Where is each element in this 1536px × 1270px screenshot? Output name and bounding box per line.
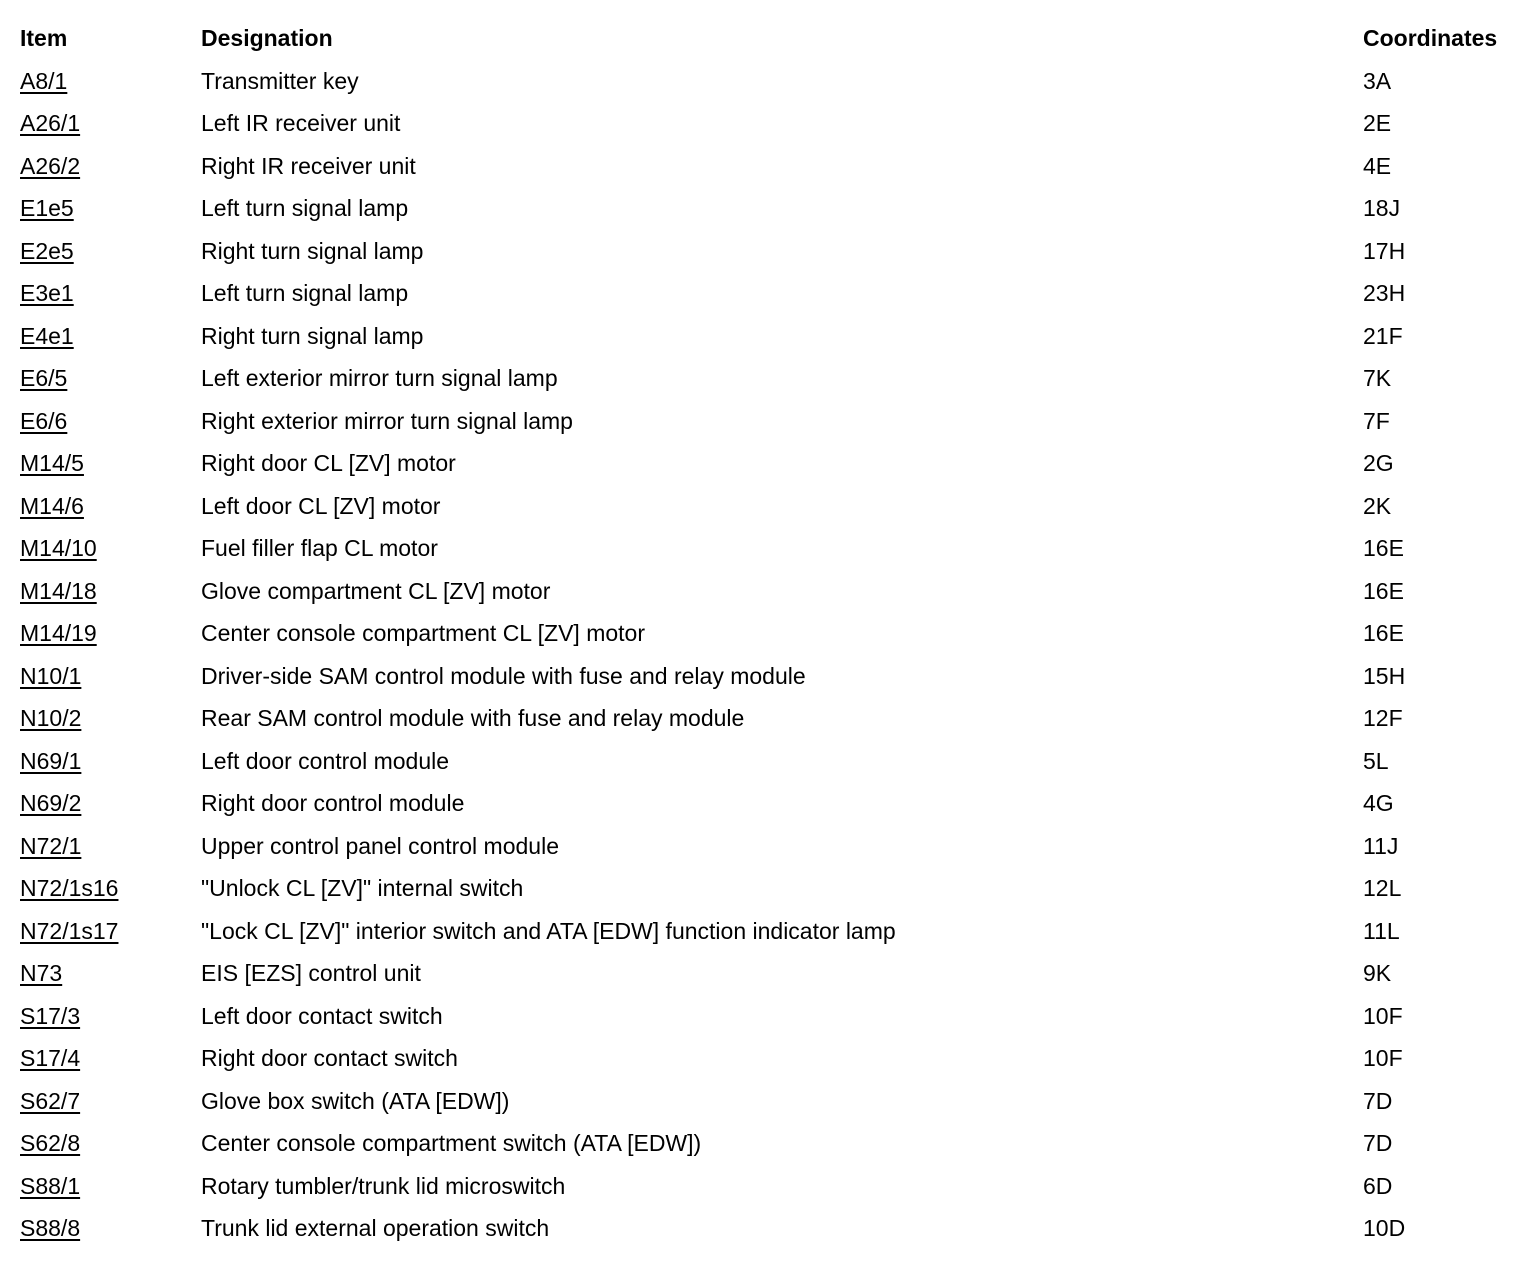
- item-link[interactable]: M14/18: [20, 577, 97, 604]
- coordinates-text: 2G: [1363, 450, 1394, 476]
- item-link[interactable]: N69/2: [20, 790, 82, 816]
- designation-text: Glove box switch (ATA [EDW]): [201, 1087, 510, 1114]
- item-link[interactable]: S88/8: [20, 1215, 81, 1241]
- item-link[interactable]: E6/6: [20, 407, 68, 434]
- column-header-coordinates: Coordinates: [1363, 25, 1498, 51]
- item-link[interactable]: E6/5: [20, 365, 68, 391]
- item-link[interactable]: S62/8: [20, 1130, 81, 1156]
- designation-text: "Lock CL [ZV]" interior switch and ATA [EDW] function indicator lamp: [201, 917, 896, 944]
- table-row: [0, 400, 1536, 443]
- item-link[interactable]: N73: [20, 960, 63, 986]
- designation-text: Left exterior mirror turn signal lamp: [201, 365, 558, 391]
- coordinates-text: 7F: [1363, 407, 1390, 434]
- item-link[interactable]: M14/6: [20, 492, 84, 519]
- designation-text: Fuel filler flap CL motor: [201, 535, 438, 561]
- item-link[interactable]: N10/2: [20, 705, 82, 731]
- designation-text: Right exterior mirror turn signal lamp: [201, 407, 573, 434]
- coordinates-text: 7D: [1363, 1130, 1393, 1156]
- coordinates-text: 12F: [1363, 705, 1403, 731]
- table-row: [0, 1207, 1536, 1250]
- designation-text: Glove compartment CL [ZV] motor: [201, 577, 551, 604]
- designation-text: Left turn signal lamp: [201, 280, 409, 306]
- item-link[interactable]: N72/1: [20, 832, 82, 859]
- item-link[interactable]: E4e1: [20, 322, 74, 349]
- item-link[interactable]: S17/4: [20, 1045, 81, 1071]
- coordinates-text: 3A: [1363, 67, 1392, 94]
- table-row: [0, 442, 1536, 485]
- table-row: [0, 782, 1536, 825]
- designation-text: Upper control panel control module: [201, 832, 559, 859]
- designation-text: Right door control module: [201, 790, 465, 816]
- item-link[interactable]: A26/2: [20, 152, 81, 179]
- table-row: [0, 825, 1536, 868]
- table-row: [0, 910, 1536, 953]
- designation-text: Rear SAM control module with fuse and relay module: [201, 705, 745, 731]
- item-link[interactable]: A26/1: [20, 110, 81, 136]
- coordinates-text: 23H: [1363, 280, 1406, 306]
- table-row: [0, 1122, 1536, 1165]
- designation-text: Left turn signal lamp: [201, 195, 409, 221]
- table-row: [0, 230, 1536, 273]
- table-row: [0, 655, 1536, 698]
- coordinates-text: 9K: [1363, 960, 1392, 986]
- item-link[interactable]: N72/1s16: [20, 875, 119, 901]
- coordinates-text: 18J: [1363, 195, 1401, 221]
- designation-text: Trunk lid external operation switch: [201, 1215, 550, 1241]
- table-row: [0, 187, 1536, 230]
- coordinates-text: 16E: [1363, 535, 1404, 561]
- table-row: [0, 612, 1536, 655]
- coordinates-text: 7K: [1363, 365, 1392, 391]
- designation-text: Right turn signal lamp: [201, 322, 424, 349]
- designation-text: Center console compartment switch (ATA [EDW]): [201, 1130, 702, 1156]
- table-row: [0, 740, 1536, 783]
- table-row: [0, 697, 1536, 740]
- coordinates-text: 21F: [1363, 322, 1403, 349]
- item-link[interactable]: M14/5: [20, 450, 84, 476]
- coordinates-text: 6D: [1363, 1172, 1393, 1199]
- coordinates-text: 2K: [1363, 492, 1392, 519]
- designation-text: Left door CL [ZV] motor: [201, 492, 441, 519]
- table-row: [0, 867, 1536, 910]
- table-row: [0, 485, 1536, 528]
- coordinates-text: 10F: [1363, 1002, 1403, 1029]
- table-row: [0, 315, 1536, 358]
- column-header-item: Item: [20, 25, 68, 51]
- item-link[interactable]: N10/1: [20, 662, 82, 689]
- table-row: [0, 570, 1536, 613]
- table-row: [0, 272, 1536, 315]
- designation-text: Rotary tumbler/trunk lid microswitch: [201, 1172, 566, 1199]
- coordinates-text: 4E: [1363, 152, 1392, 179]
- designation-text: "Unlock CL [ZV]" internal switch: [201, 875, 524, 901]
- item-link[interactable]: E3e1: [20, 280, 74, 306]
- table-row: [0, 60, 1536, 103]
- item-link[interactable]: M14/10: [20, 535, 97, 561]
- item-link[interactable]: N72/1s17: [20, 917, 119, 944]
- coordinates-text: 16E: [1363, 577, 1404, 604]
- coordinates-text: 11J: [1363, 832, 1399, 859]
- table-row: [0, 1037, 1536, 1080]
- table-header-row: [0, 17, 1536, 60]
- item-link[interactable]: E2e5: [20, 237, 74, 264]
- table-row: [0, 952, 1536, 995]
- coordinates-text: 17H: [1363, 237, 1406, 264]
- table-row: [0, 102, 1536, 145]
- column-header-designation: Designation: [201, 25, 333, 51]
- item-link[interactable]: S88/1: [20, 1172, 81, 1199]
- coordinates-text: 5L: [1363, 747, 1389, 774]
- coordinates-text: 7D: [1363, 1087, 1393, 1114]
- designation-text: Left door contact switch: [201, 1002, 443, 1029]
- coordinates-text: 11L: [1363, 917, 1400, 944]
- designation-text: EIS [EZS] control unit: [201, 960, 421, 986]
- table-body: [0, 60, 1536, 1250]
- designation-text: Driver-side SAM control module with fuse and relay module: [201, 662, 806, 689]
- component-table: [0, 17, 1536, 1250]
- designation-text: Right turn signal lamp: [201, 237, 424, 264]
- item-link[interactable]: N69/1: [20, 747, 82, 774]
- item-link[interactable]: M14/19: [20, 620, 97, 646]
- table-row: [0, 995, 1536, 1038]
- designation-text: Center console compartment CL [ZV] motor: [201, 620, 645, 646]
- item-link[interactable]: S62/7: [20, 1087, 81, 1114]
- table-row: [0, 1080, 1536, 1123]
- coordinates-text: 10D: [1363, 1215, 1406, 1241]
- table-row: [0, 357, 1536, 400]
- item-link[interactable]: A8/1: [20, 67, 68, 94]
- coordinates-text: 16E: [1363, 620, 1404, 646]
- coordinates-text: 10F: [1363, 1045, 1403, 1071]
- designation-text: Right IR receiver unit: [201, 152, 416, 179]
- coordinates-text: 15H: [1363, 662, 1406, 689]
- designation-text: Transmitter key: [201, 67, 359, 94]
- designation-text: Right door contact switch: [201, 1045, 458, 1071]
- designation-text: Left door control module: [201, 747, 450, 774]
- item-link[interactable]: S17/3: [20, 1002, 81, 1029]
- table-row: [0, 145, 1536, 188]
- coordinates-text: 12L: [1363, 875, 1402, 901]
- designation-text: Left IR receiver unit: [201, 110, 401, 136]
- item-link[interactable]: E1e5: [20, 195, 74, 221]
- table-row: [0, 1165, 1536, 1208]
- coordinates-text: 4G: [1363, 790, 1394, 816]
- designation-text: Right door CL [ZV] motor: [201, 450, 456, 476]
- coordinates-text: 2E: [1363, 110, 1392, 136]
- table-row: [0, 527, 1536, 570]
